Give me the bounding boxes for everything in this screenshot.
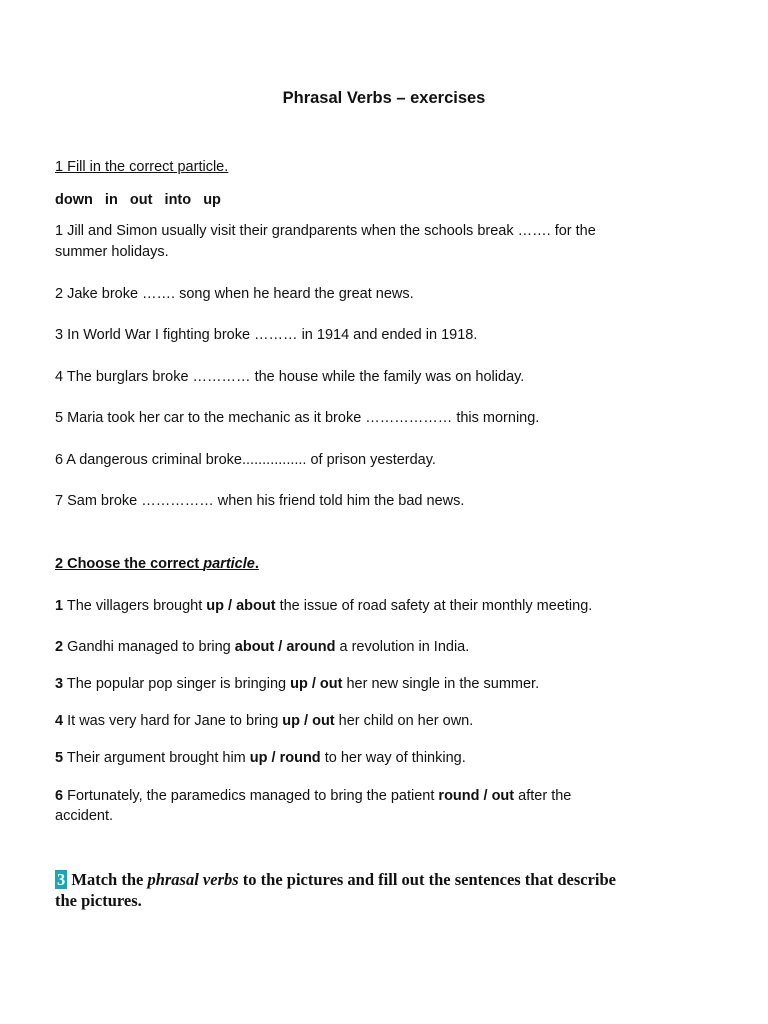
s2-item-text: Their argument brought him (63, 750, 250, 766)
section-1-heading: 1 Fill in the correct particle. (55, 159, 229, 175)
s2-item-options: up / about (206, 598, 276, 614)
s1-item-6: 6 A dangerous criminal broke................ of prison yesterday. (55, 452, 436, 468)
s2-item-options: up / round (249, 750, 321, 766)
s2-item-number: 2 (55, 639, 64, 655)
s2-item-text: the issue of road safety at their monthly meeting. (275, 598, 593, 614)
s1-item-2: 2 Jake broke ……. song when he heard the great news. (55, 286, 414, 302)
s2-item-text: Fortunately, the paramedics managed to bring the patient (63, 788, 439, 804)
s3-text: to the pictures and fill out the sentences that describe (238, 870, 617, 889)
s3-text: Match the (67, 870, 148, 889)
section-2-heading (55, 554, 705, 574)
s2-item-text: The villagers brought (63, 598, 207, 614)
s2-item-text: her child on her own. (334, 713, 474, 729)
s2-item-number: 6 (55, 788, 64, 804)
s2-item-options: up / out (282, 713, 335, 729)
s2-item-text: after the (514, 788, 572, 804)
s2-item-6 (55, 786, 705, 806)
s2-heading-pre: 2 Choose the correct (55, 556, 204, 572)
s2-item-4 (55, 711, 705, 731)
s1-item-7: 7 Sam broke …………… when his friend told him the bad news. (55, 493, 465, 509)
s1-item-1-line1: 1 Jill and Simon usually visit their grandparents when the schools break ……. for the (55, 223, 596, 239)
s2-item-text: a revolution in India. (335, 639, 470, 655)
s1-item-5: 5 Maria took her car to the mechanic as it broke ……………… this morning. (55, 410, 540, 426)
s1-item-3: 3 In World War I fighting broke ……… in 1914 and ended in 1918. (55, 327, 478, 343)
s2-item-text: Gandhi managed to bring (63, 639, 235, 655)
s2-item-number: 4 (55, 713, 64, 729)
s1-item-1-line2: summer holidays. (55, 244, 169, 260)
s2-item-options: up / out (290, 676, 343, 692)
s2-item-number: 1 (55, 598, 64, 614)
s2-item-2 (55, 637, 705, 657)
s2-item-text: her new single in the summer. (342, 676, 540, 692)
page-title: Phrasal Verbs – exercises (282, 89, 486, 107)
s2-item-5 (55, 748, 705, 768)
s2-item-number: 3 (55, 676, 64, 692)
word-bank: down in out into up (55, 192, 221, 208)
s2-item-text: to her way of thinking. (320, 750, 466, 766)
s2-heading-post: . (254, 556, 259, 572)
s2-item-text: It was very hard for Jane to bring (63, 713, 283, 729)
section-3-heading (55, 869, 705, 890)
s2-item-text: The popular pop singer is bringing (63, 676, 291, 692)
s1-item-4: 4 The burglars broke ………… the house while the family was on holiday. (55, 369, 525, 385)
s2-heading-em: particle (203, 556, 255, 572)
s2-item-6-line2: accident. (55, 808, 114, 824)
section-3-line2: the pictures. (55, 891, 142, 910)
s3-em: phrasal verbs (147, 870, 239, 889)
s2-item-options: round / out (438, 788, 515, 804)
s2-item-options: about / around (234, 639, 336, 655)
s2-item-1 (55, 596, 705, 616)
section-3-number: 3 (57, 870, 66, 889)
s2-item-3 (55, 674, 705, 694)
s2-item-number: 5 (55, 750, 64, 766)
